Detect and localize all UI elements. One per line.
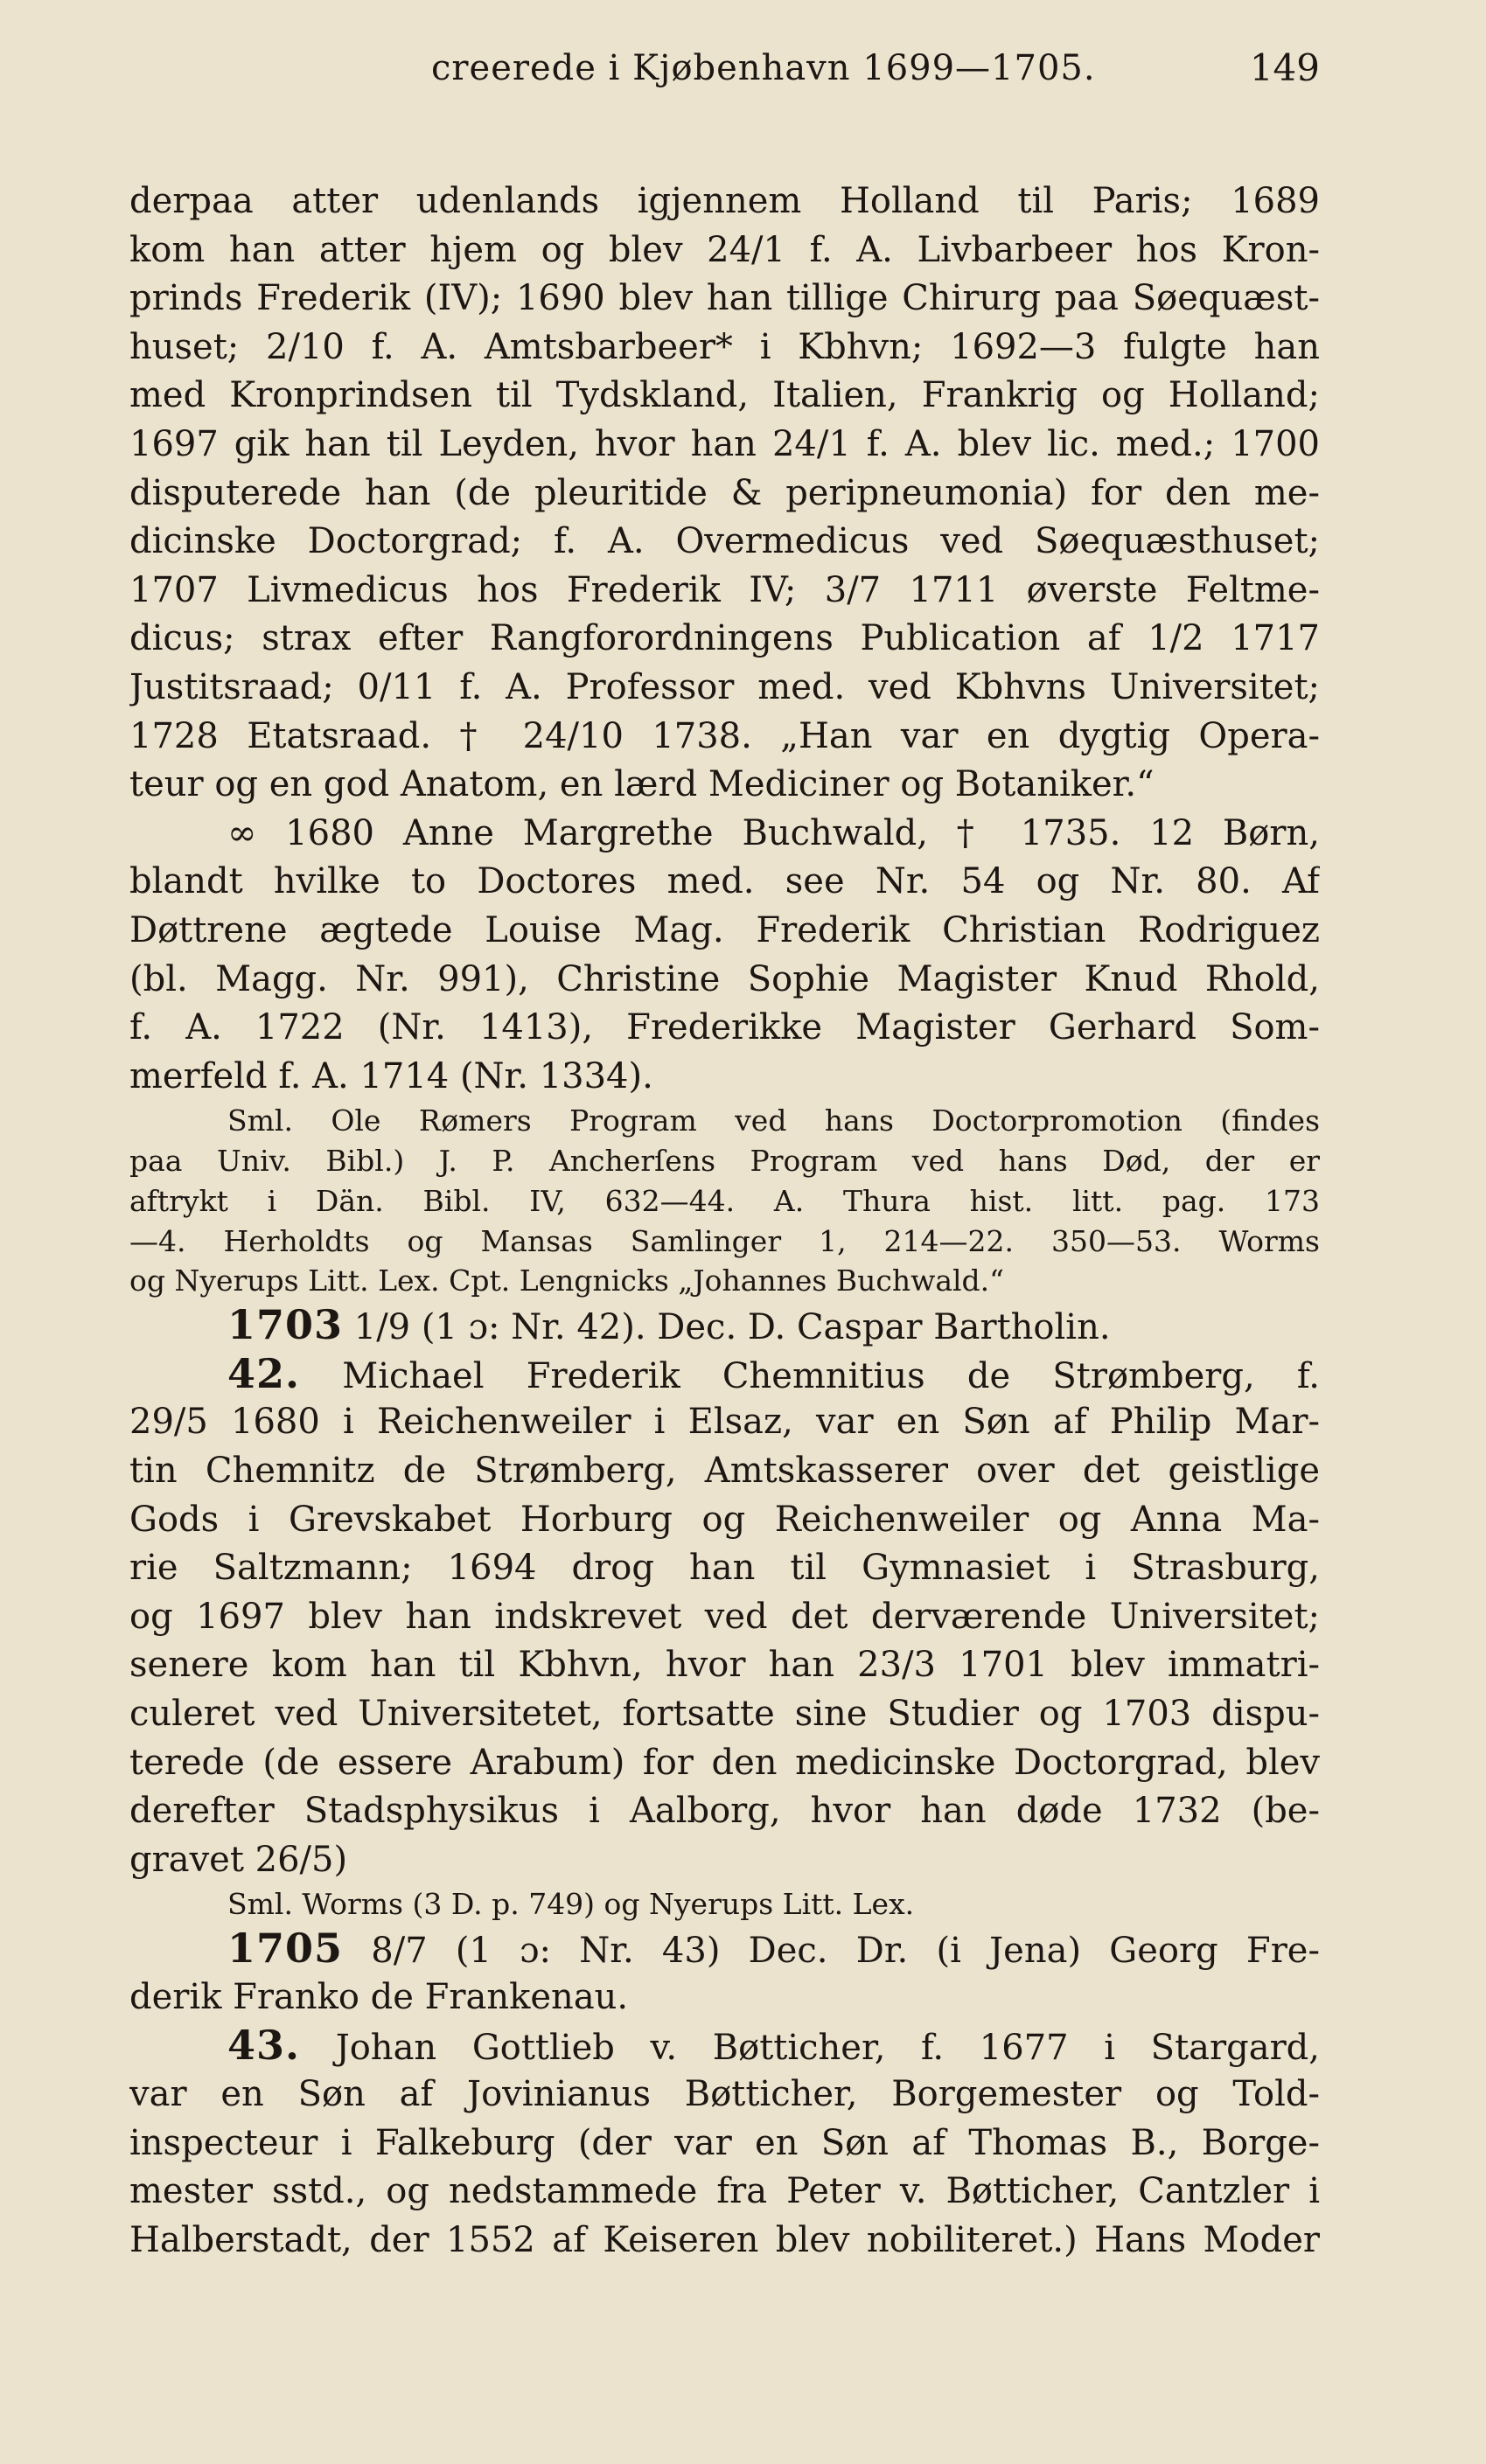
source-line: paa Univ. Bibl.) J. P. Ancherſens Program ved hans Død, der er: [129, 1144, 1320, 1179]
sources-41: [129, 1101, 1320, 1301]
source-line: aftrykt i Dän. Bibl. IV, 632—44. A. Thura hist. litt. pag. 173: [129, 1183, 1320, 1218]
text-line: (bl. Magg. Nr. 991), Christine Sophie Magister Knud Rhold,: [129, 958, 1320, 999]
text-line: terede (de essere Arabum) for den medicinske Doctorgrad, blev: [129, 1742, 1320, 1783]
text-line: kom han atter hjem og blev 24/1 f. A. Livbarbeer hos Kron-: [129, 229, 1320, 270]
text-line: blandt hvilke to Doctores med. see Nr. 54 og Nr. 80. Af: [129, 861, 1320, 902]
entry-text: Johan Gottlieb v. Bøtticher, f. 1677 i Stargard,: [335, 2028, 1320, 2069]
text-line: dicus; strax efter Rangforordningens Publication af 1/2 1717: [129, 618, 1320, 659]
source-line: Sml. Ole Rømers Program ved hans Doctorpromotion (findes: [227, 1103, 1320, 1138]
text-line: teur og en god Anatom, en lærd Mediciner og Botaniker.“: [129, 764, 1155, 805]
text-line: huset; 2/10 f. A. Amtsbarbeer* i Kbhvn; 1692—3 fulgte han: [129, 326, 1320, 367]
text-line: med Kronprindsen til Tydskland, Italien, Frankrig og Holland;: [129, 375, 1320, 416]
text-line: 1697 gik han til Leyden, hvor han 24/1 f. A. blev lic. med.; 1700: [129, 423, 1320, 464]
text-line: Justitsraad; 0/11 f. A. Professor med. ved Kbhvns Universitet;: [129, 666, 1320, 707]
text-line: inspecteur i Falkeburg (der var en Søn af Thomas B., Borge-: [129, 2122, 1320, 2163]
year-text: 8/7 (1 ɔ: Nr. 43) Dec. Dr. (i Jena) Georg Fre-: [371, 1931, 1320, 1972]
entry-42: [129, 1350, 1320, 1925]
text-line: merfeld f. A. 1714 (Nr. 1334).: [129, 1055, 653, 1096]
text-line: tin Chemnitz de Strømberg, Amtskasserer over det geistlige: [129, 1451, 1320, 1492]
text-line: Døttrene ægtede Louise Mag. Frederik Christian Rodriguez: [129, 909, 1320, 950]
text-line: Halberstadt, der 1552 af Keiseren blev nobiliteret.) Hans Moder: [129, 2219, 1320, 2260]
running-title: creerede i Kjøbenhavn 1699—1705.: [431, 48, 1096, 88]
text-line: gravet 26/5): [129, 1839, 348, 1880]
text-line: culeret ved Universitetet, fortsatte sine Studier og 1703 dispu-: [129, 1694, 1320, 1735]
year-number: 1703: [227, 1301, 344, 1349]
entry-43-first-line: [129, 2022, 1320, 2071]
text-line: ∞ 1680 Anne Margrethe Buchwald, † 1735. 12 Børn,: [227, 812, 1320, 853]
text-line: prinds Frederik (IV); 1690 blev han tillige Chirurg paa Søequæst-: [129, 278, 1320, 319]
text-line: derpaa atter udenlands igjennem Holland til Paris; 1689: [129, 181, 1320, 221]
year-1705-heading: [129, 1925, 1320, 2022]
text-line: var en Søn af Jovinianus Bøtticher, Borgemester og Told-: [129, 2073, 1320, 2114]
text-line: senere kom han til Kbhvn, hvor han 23/3 1701 blev immatri-: [129, 1645, 1320, 1686]
text-line: 1728 Etatsraad. † 24/10 1738. „Han var en dygtig Opera-: [129, 715, 1320, 756]
text-line: disputerede han (de pleuritide & peripneumonia) for den me-: [129, 472, 1320, 513]
page-number: 149: [1249, 46, 1320, 89]
page-body: [129, 177, 1320, 2265]
text-line: 1707 Livmedicus hos Frederik IV; 3/7 1711 øverste Feltme-: [129, 569, 1320, 610]
source-line: og Nyerups Litt. Lex. Cpt. Lengnicks „Johannes Buchwald.“: [129, 1263, 1005, 1298]
source-line: —4. Herholdts og Mansas Samlinger 1, 214—22. 350—53. Worms: [129, 1223, 1320, 1258]
text-line: 29/5 1680 i Reichenweiler i Elsaz, var en Søn af Philip Mar-: [129, 1402, 1320, 1443]
sources-42: [129, 1884, 1320, 1925]
text-line: derefter Stadsphysikus i Aalborg, hvor han døde 1732 (be-: [129, 1791, 1320, 1832]
text-line: mester sstd., og nedstammede fra Peter v. Bøtticher, Cantzler i: [129, 2171, 1320, 2212]
entry-41-continuation: [129, 177, 1320, 810]
text-line: rie Saltzmann; 1694 drog han til Gymnasiet i Strasburg,: [129, 1548, 1320, 1589]
source-line: Sml. Worms (3 D. p. 749) og Nyerups Litt. Lex.: [227, 1887, 915, 1922]
text-line: Gods i Grevskabet Horburg og Reichenweiler og Anna Ma-: [129, 1499, 1320, 1540]
entry-number: 43.: [227, 2022, 301, 2070]
running-head: [129, 42, 1320, 94]
entry-43: [129, 2022, 1320, 2265]
text-line: derik Franko de Frankenau.: [129, 1976, 629, 2017]
year-1703-heading: [129, 1301, 1320, 1350]
entry-text: Michael Frederik Chemnitius de Strømberg, f.: [342, 1355, 1320, 1396]
year-1705-first-line: [129, 1925, 1320, 1973]
entry-number: 42.: [227, 1349, 301, 1397]
marriage-paragraph: [129, 810, 1320, 1102]
text-line: dicinske Doctorgrad; f. A. Overmedicus ved Søequæsthuset;: [129, 521, 1320, 562]
entry-42-first-line: [129, 1350, 1320, 1399]
text-line: f. A. 1722 (Nr. 1413), Frederikke Magister Gerhard Som-: [129, 1007, 1320, 1048]
year-number: 1705: [227, 1925, 344, 1973]
text-line: og 1697 blev han indskrevet ved det derværende Universitet;: [129, 1596, 1320, 1637]
year-text: 1/9 (1 ɔ: Nr. 42). Dec. D. Caspar Bartholin.: [353, 1307, 1111, 1348]
